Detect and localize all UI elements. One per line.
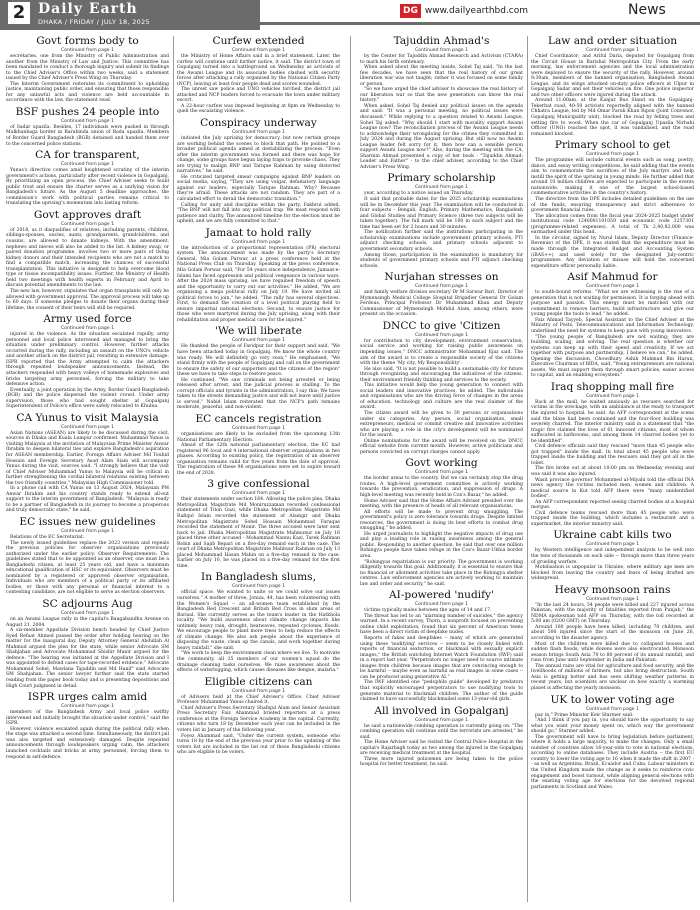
story-paragraph: The directive from the DPE includes detailed guidelines on the use of the funds, ensuring transparency and strict adherence to government financial rules. xyxy=(531,197,694,214)
story-paragraph: The government will have to bring legislation before parliament, where it holds a large majority, to make the changes. Only a small number of countries allow 16-year-olds to vote in national elections, according to online databases. They include Austria -- the first EU country to lower the voting age to 16 when it made the shift in 2007 -- as well as Argentina, Brazil, Ecuador and Cuba. Labour ministers in the United Kingdom made the change as it seeks to reinforce civic engagement and boost turnout, while aligning general elections with the existing voting age for elections for the devolved regional parliaments in Scotland and Wales. xyxy=(531,734,694,790)
continued-from-label: Continued from page 1 xyxy=(585,706,640,712)
story-body xyxy=(177,432,340,476)
news-story xyxy=(177,36,340,115)
story-paragraph: "The young people of Bangladesh are not waiting; they are building, scaling, and solving. The real question is whether our systems can keep up with their speed and creativity. If we act together with purpose and partnership, I believe we can," he added. Opening the discussion, Chowdhury Ashik Mahmud Bin Harun, Executive Chairman of BIDA, said, "Young entrepreneurs are national assets. We must support them through smart policies, easier access to capital, and an enabling ecosystem." xyxy=(531,334,694,379)
story-headline: EC issues new guidelines xyxy=(19,516,156,528)
story-paragraph: Back at the mall, he waited anxiously as rescuers searched for victims in the wreckage, with an ambulance at the ready to transport the injured to hospital, he said. An AFP correspondent at the scene said the blaze had been contained and the four-floor building was severely charred. The interior ministry said in a statement that "the tragic fire claimed the lives of 61 innocent citizens, most of whom suffocated in bathrooms, and among them 14 charred bodies yet to be identified". xyxy=(531,399,694,444)
story-headline: Govt approves draft xyxy=(33,208,142,221)
story-paragraph: year, according to a notice issued on Thursday. xyxy=(364,191,474,197)
story-body xyxy=(177,54,340,115)
story-paragraph: the Ministry of Home Affairs said in a brief statement. Later, the curfew will continue until further notice, it said. The district town of Gopalganj turned into a battleground on Wednesday as activists of the Awami League and its associate bodies clashed with security forces after attacking a rally organised by the National Citizen Party (NCP), leaving at least four people dead and scores wounded. xyxy=(177,54,340,87)
story-paragraph: The notification further said the institutions participating in the scholarship examinations include government primary schools, PTI adjunct checking schools, and primary schools adjacent to government secondary schools. xyxy=(360,230,523,252)
story-headline: Iraq shopping mall fire xyxy=(550,380,675,393)
story-paragraph: "Rohingyas repatriation is our priority. The government is working diligently towards this goal. Additionally, it is essential to ensure that no financial or allotment activities take place in the Rohingya shelter centres. Law enforcement agencies are actively working to maintain law and order and security," he said. xyxy=(360,559,523,587)
continued-from-label: Continued from page 1 xyxy=(60,529,115,534)
continued-from-label: Continued from page 1 xyxy=(231,584,286,590)
story-paragraph: Ahead of the 12th national parliamentary election, the EC had registered 96 local and 4 international observer organisations in two phases. According to existing policy, the registration of an observer organisation remains valid for five years from the date of approval. The registration of these 96 organisations were set to expire toward the end of 2028. xyxy=(177,443,340,476)
continued-from-label: Continued from page 1 xyxy=(414,185,469,191)
story-paragraph: He urged journalists to highlight the negative impacts of drug use and play a leading role in raising awareness among the general public. Responding to another question, he said that over one million Rohingya people have taken refuge in the Cox's Bazar-Ukhia border area. xyxy=(360,531,523,560)
story-body xyxy=(531,603,694,692)
news-story xyxy=(6,107,169,147)
continued-from-label: Continued from page 1 xyxy=(231,48,286,53)
news-story xyxy=(177,326,340,411)
story-paragraph: pay in," Prime Minister Keir Starmer said. xyxy=(535,712,634,718)
story-paragraph: and family welfare division secretary Dr M Sarwar Bari, Director of Mymensingh Medical College Hospital Brigadier General Dr Golam Ferdous, Principal Professor Dr Muhammad Khan and Deputy Commissioner of Mymensingh Mofidul Alam, among others, were present on the occasion. xyxy=(360,290,523,318)
site-url: www.dailyearthbd.com xyxy=(424,6,529,16)
story-paragraph: Faiz Ahmad Tayyeb, Special Assistant to the Chief Adviser at the Ministry of Posts, Telecommunications and Information Technology, underlined the need for systems to keep pace with young innovators. xyxy=(531,317,694,334)
continued-from-label: Continued from page 1 xyxy=(414,284,469,290)
continued-from-label: Continued from page 1 xyxy=(231,688,286,694)
news-story xyxy=(360,458,523,587)
continued-from-label: Continued from page 1 xyxy=(231,338,286,344)
story-paragraph: Wasit province governor Mohammed al-Miyahi told the official INA news agency the victims included men, women and children. A medical source in Kut told AFP there were "many unidentified bodies". xyxy=(531,477,694,500)
story-paragraph: Most of the children were killed due to collapsed houses and sudden flash floods, while dozens were also electrocuted. Monsoon season brings South Asia 70 to 80 percent of its annual rainfall, and runs from June until September in India and Pakistan. xyxy=(531,641,694,664)
story-paragraph: by Western intelligence and independent analysts to be well into the tens of thousands on each side -- through more than three years of grueling warfare. xyxy=(531,548,694,565)
story-paragraph: The allocation comes from the fiscal year 2024-2025 budget under institutional code 1240001101059 and economic code 3257301 (programme-related expenses). A total of Tk 2,40,82,000 was earmarked under this head. xyxy=(531,213,694,236)
story-body xyxy=(360,339,523,455)
column-divider xyxy=(173,36,174,902)
story-body xyxy=(360,476,523,587)
story-body xyxy=(6,228,169,311)
story-headline: Heavy monsoon rains xyxy=(554,583,671,596)
column-1 xyxy=(6,36,169,904)
news-story xyxy=(360,36,523,170)
news-story xyxy=(531,36,694,137)
continued-from-label: Continued from page 1 xyxy=(585,393,640,399)
column-2 xyxy=(177,36,340,904)
continued-from-label: Continued from page 1 xyxy=(60,221,115,227)
story-paragraph: He criticized targeted smear campaigns against BNP leaders on social media, saying, "They are using vulgar, defamatory language against our leaders, especially Tarique Rahman. Why? Because they're afraid. These attacks are not random. They are part of a calculated effort to derail the democratic transition." xyxy=(177,174,340,203)
news-story xyxy=(531,530,694,581)
story-paragraph: Foyez Ahammad said, "Under the current system, someone who turns 18 by the end of the previous year prior to the updating of the voters list are included in the list out of those Bangladeshi citizens who are eligible to be voters. xyxy=(177,733,340,756)
story-body xyxy=(6,431,169,514)
news-story xyxy=(6,36,169,104)
story-paragraph: The citizen award will be given to 30 persons or organisations under six categories. Any person, social organisation, small entrepreneurs, medical or commit creative and innovative activities who are playing a role in the city's development will be nominated for the award. xyxy=(360,410,523,439)
story-paragraph: Home Adviser said that the Home Affairs Adviser presided over the meeting, with the presence of heads of all relevant organisations. xyxy=(360,498,523,510)
story-paragraph: of Advisers held at the Chief Adviser's Office. Chief Adviser Professor Muhammad Yunus chaired it. xyxy=(177,694,340,706)
column-divider xyxy=(527,36,528,902)
story-paragraph: Online nominations for the award will be received on the DNCC official website from current month. However, active politicians and persons convicted on corrupt charges cannot apply. xyxy=(360,438,523,455)
news-story xyxy=(531,140,694,269)
story-paragraph: The threat has led to an "alarming number of suicides," the agency warned. In a recent survey, Thorn, a nonprofit focused on preventing online child exploitation, found that six percent of American teens have been a direct victim of deepfake nudes. xyxy=(360,613,523,636)
story-paragraph: of 2018, as it disqualifies of relatives, including parents, children, siblings-spouses, uncles, aunts, grandparents, grandchildren, and cousins, are allowed to donate kidneys. With the amendment, nephews and nieces will also be added to the list. A kidney swap, or paired donation programme, involves two or more pairs of living kidney donors and their intended recipients who are not a match to find a compatible match, increasing the chances of successful transplantation. This initiative is designed to help overcome blood type or tissue incompatibility issues. Further, the Ministry of Health held two meetings with health experts in February and April to discuss potential amendments to the law. xyxy=(6,227,169,289)
story-paragraph: Chief Coordinator; and Ariful Daria, deputed for Gopalganj from the Circuit House in Barishal Metropolitan City. From the early morning, law enforcement agencies and the local administration were deployed to ensure the security of the rally. However, around 9:30am, members of the banned organisation, Bangladesh Awami League, and its wings attacked on-duty police officers at Ulpur in Gopalganj Sadar and set their vehicles on fire. One police inspector and two other officers were injured during the attack. xyxy=(531,54,694,98)
news-story xyxy=(360,590,523,702)
story-paragraph: He also said, "It is not possible to build a sustainable city for future through recognizing and encouraging the initiatives of the citizens, their environment friendly thinking and services to the society. xyxy=(360,366,523,383)
story-paragraph: A 22-hour curfew was imposed beginning at 8pm on Wednesday to quell the escalating violence. xyxy=(177,103,340,115)
story-paragraph: Among those, participation in the examination is mandatory for students of government primary schools and PTI adjunct checking schools. xyxy=(360,252,523,269)
story-body xyxy=(6,54,169,104)
story-headline: Army used force xyxy=(43,313,132,326)
story-paragraph: members of the Bangladesh Army and local police swiftly intervened and initially brought the situation under control," said the ISPR. xyxy=(6,710,169,727)
continued-from-label: Continued from page 1 xyxy=(231,130,286,136)
story-headline: All involved in Gopalganj xyxy=(374,704,509,717)
story-body xyxy=(360,608,523,702)
story-paragraph: An AFP correspondent reported seeing charred bodies at a hospital morgue. xyxy=(531,499,694,511)
continued-from-label: Continued from page 1 xyxy=(414,717,469,723)
story-paragraph: to south-bound reforms. "What we are witnessing is the rise of a generation that is not waiting for permission. It is forging ahead with purpose and passion. This energy must be matched with our commitment to remove barriers, build infrastructure and give our young people the tools to lead," he added. xyxy=(531,290,694,318)
story-headline: Primary school to get xyxy=(554,139,671,152)
story-headline: EC cancels registration xyxy=(195,412,322,425)
news-story xyxy=(177,479,340,569)
story-body xyxy=(360,191,523,269)
news-story xyxy=(360,321,523,455)
story-paragraph: Asian Nations (ASEAN) are likely to be discussed during the visit, sources in Dhaka and Kuala Lumpur confirmed. Muhammad Yunus is visiting Malaysia at the invitation of Malaysian Prime Minister Anwar Ibrahim to deepen bilateral ties and explore Bangladesh's aspiration for ASEAN membership. Earlier, Foreign Affairs Adviser Md Touhid Hossain and Foreign Secretary Asad Alam Siam will accompany Yunus during the visit, sources said. "I strongly believe that the visit of Chief Adviser Muhammad Yunus to Malaysia will be critical in further strengthening the cordial bilateral relations existing between the two friendly countries," Malaysian High Commissioner told. xyxy=(6,430,169,486)
story-body xyxy=(531,158,694,269)
story-paragraph: organisations are likely to be excluded from the upcoming 13th National Parliamentary Election. xyxy=(177,431,340,443)
continued-from-label: Continued from page 1 xyxy=(60,48,115,53)
continued-from-label: Continued from page 1 xyxy=(414,48,469,53)
story-paragraph: of Sadar upazila. Besides, 17 individuals were pushed in through Malkhanbaga border in Barabinda union of Boda upazila. Members of Border Guard Bangladesh (BGB) detained and handed them over to the concerned police stations. xyxy=(6,124,169,147)
story-body xyxy=(531,713,694,791)
story-headline: 3 give confessional xyxy=(207,478,310,491)
story-headline: Tajuddin Ahmad's xyxy=(393,36,490,47)
continued-from-label: Continued from page 1 xyxy=(60,424,115,430)
story-body xyxy=(177,136,340,225)
story-paragraph: Calling for unity and discipline within the party, Fakhrul added, "The BNP will not fall into any political trap. We must respond with patience and clarity. The announced timeline for the election must be upheld, and we are fully committed to that." xyxy=(177,202,340,225)
story-paragraph: The newly issued guidelines replace the 2023 version and repeals the previous policies for observer organisations previously authorized under the earlier policy. Observer Requirements: The guidelines stated that to be appointed as an observer, one must be a Bangladeshi citizen, at least 25 years old, and have a minimum educational qualification of HSC or its equivalent. Observers must be nominated by a registered or approved observer organisation. Individuals who are members of a political party or its affiliated bodies, or those with any personal or financial interest to a contesting candidate, are not eligible to serve as election observers. xyxy=(6,540,169,596)
story-body xyxy=(531,400,694,528)
story-paragraph: The Interim Government reiterates its commitment to upholding justice, maintaining public order, and ensuring that those responsible for any unlawful acts and violence are held accountable in accordance with the law, the statement read. xyxy=(6,81,169,104)
story-headline: Eligible citizens can xyxy=(204,675,313,688)
story-headline: Primary scholarship xyxy=(387,172,496,185)
story-paragraph: their statements under section 164. Allowing the police plea, Dhaka Metropolitan Magistrate Md Moniruzzaman recorded confessional statement of Titon Gazi, while Dhaka Metropolitan Magistrate Md Rafiqul Islam recorded the statement of Alamgir and Dhaka Metropolitan Magistrate Sohel Hossain Mohammad Faruque recorded the statement of Monir. The three accused were later sent back to jail. Dhaka Metropolitan Magistrate Mahmunur on July 16 placed three other accused - Mohammad Nannu Kazi, Tarek Rahman Robin and Sajib Bepari on a five-day remand each in the case. The court of Dhaka Metropolitan Magistrate Mahbuur Rahman on July 13 placed Mohammad Hasan Mahin on a five-day remand in the case. Earlier on July 10, he was placed on a five-day remand for the first time. xyxy=(177,497,340,569)
news-story xyxy=(177,677,340,756)
story-paragraph: When asked, Sohel Taj denied any political issues on the agenda and said: "It was a personal meeting, no political issues were discussed." While replying to a question related to Awami League, Sohel Taj asked: "Why should I start with morality support Awami League now? The reconciliation process of the Awami League needs to acknowledge their wrongdoing for the crimes they committed in July 2024 and during the August uprising. But still now no Awami League leader felt sorry for it, then how can a sensible person support Awami League now?" Also, during the meeting with the CA, Sharmin Ahmad presented a copy of her book - "Tajuddin Ahmad: Leader and Father" - to the chief adviser, according to the Chief Adviser's Press Wing. xyxy=(360,103,523,170)
newspaper-masthead: Daily Earth xyxy=(38,1,138,17)
news-story xyxy=(6,413,169,514)
news-story xyxy=(6,150,169,207)
story-paragraph: "We work to keep the environment clean where we live. To motivate the community, all 25 members of our women's squad do the drainage cleaning tasks ourselves. We raise awareness about the effects of waterlogging, which causes diseases like dengue, malaria." xyxy=(177,651,340,674)
story-body xyxy=(177,246,340,324)
story-paragraph: The new law, however, stipulates that organ transplants will only be allowed with government approval. The approval process will take up to 60 days. If someone pledges to donate their organs during their lifetime, the consent of their heirs will still be required. xyxy=(6,288,169,311)
continued-from-label: Continued from page 1 xyxy=(60,326,115,332)
news-story xyxy=(531,695,694,791)
story-paragraph: the border areas to the country. But we can certainly stop the drug routes. A high-level government committee is actively working towards the prevention, eradication, and suppression of drugs. A high-level meeting was recently held in Cox's Bazar," he added. xyxy=(360,476,523,498)
story-headline: UK to lower voting age xyxy=(550,693,675,706)
news-story xyxy=(177,572,340,673)
story-body xyxy=(360,724,523,768)
continued-from-label: Continued from page 1 xyxy=(414,602,469,608)
story-headline: CA for transparent, xyxy=(35,149,140,162)
story-paragraph: he said a nationwide combing operation is currently going on. "The combing operation will continue until the terrorists are arrested," he said. xyxy=(360,723,523,740)
story-paragraph: He thanked the people of Faridpur for their support and said, "We have been attacked today in Gopalganj. We know the whole country was ready. We will definitely go very soon," He emphasised, "We stand firmly with the people of Gopalganj and call on the government to ensure the safety of our supporters and the citizens of the region" these we have to take steps to restore peace. xyxy=(177,344,340,378)
page-number: 2 xyxy=(8,2,30,24)
continued-from-label: Continued from page 1 xyxy=(60,162,115,168)
dateline: DHAKA / FRIDAY / JULY 18, 2025 xyxy=(38,18,150,26)
story-paragraph: Civil defence teams rescued more than 45 people who were trapped inside the building, which includes a restaurant and a supermarket, the interior ministry said. xyxy=(531,510,694,527)
continued-from-label: Continued from page 1 xyxy=(585,596,640,602)
story-body xyxy=(177,590,340,673)
story-headline: Govt working xyxy=(405,457,478,470)
news-story xyxy=(177,414,340,476)
story-paragraph: official space. We wanted to unite so we could solve our issues ourselves." A mother of three, Joniza, 44, has been volunteering with the Women's Squad -- an all-women team established by the Bangladesh Red Crescent and British Red Cross in slum areas of Barisal. She currently serves as the team's leader in the Hatkhola locality. "We build awareness about climate change impacts like untimely heavy rain, drought, heatwaves, repeated cyclones, floods. We encourage people to plant more trees to help reduce the effects of climate change. We also ask people about the experience of disposing the waste, clean up the canals, and work together during heavy rainfall," she said. xyxy=(177,590,340,651)
story-body xyxy=(6,125,169,147)
story-paragraph: initiated the July uprising for democracy, but now certain groups are working behind the scenes to block that path. He pointed to a broader political agenda aimed at destabilizing the process. "Even after the interim government was formed and there was hope for change, some groups have begun laying traps to provoke chaos. They are trying to malign BNP and Tarique Rahman by using distorted narratives," he said. xyxy=(177,136,340,175)
story-headline: SC adjourns Aug xyxy=(42,598,133,611)
story-paragraph: the introduction of a proportional representation (PR) electoral system. The announcement was made by the party's Secretary General, Mia Golam Parwar, at a press conference held at the National Press Club on Thursday. Speaking at the press conference, Mia Golam Porwar said, "For 54 years since independence, Jamaat-e-Islami has faced oppression and political vengeance in various ways. After the 2024 mass uprising, we have regained freedom of speech and the opportunity to carry out our activities." He added, "We are organising a mega political rally on July 19. We have invited all political forces to join," he added. "The rally has several objectives. First, to demand the creation of a level political playing field to ensure impartial national elections. Second, to ensure justice for those who were martyred during the July uprising, along with their rehabilitation and proper medical care for the injured." xyxy=(177,245,340,323)
story-body xyxy=(177,695,340,756)
continued-from-label: Continued from page 1 xyxy=(231,491,286,497)
continued-from-label: Continued from page 1 xyxy=(414,470,469,476)
news-story xyxy=(6,517,169,596)
story-headline: 'We will liberate xyxy=(215,325,302,338)
column-divider xyxy=(350,36,351,902)
story-paragraph: The IWF identified one "pedophile guide" developed by predators that explicitly encouraged perpetrators to use nudifying tools to generate material to blackmail children. The author of the guide claimed to have successfully blackmailed some 13-year-old girls. xyxy=(360,680,523,703)
story-headline: CA Yunus to visit Malaysia xyxy=(16,411,159,424)
story-paragraph: Eventually, a joint operation by the Army, Border Guard Bangladesh (BGB) and the police dispersed the violent crowd. Under army supervision, those who had sought shelter at Gopalganj Superintendent of Police's office were safely relocated to Khulna. xyxy=(6,387,169,410)
story-paragraph: "So we have urged the chief adviser to showcase the real history of our liberation war so that the new generation can know the real history." xyxy=(360,87,523,104)
story-body xyxy=(6,332,169,410)
continued-from-label: Continued from page 1 xyxy=(585,152,640,158)
story-body xyxy=(177,497,340,569)
news-story xyxy=(6,314,169,410)
news-story xyxy=(531,272,694,379)
story-headline: Asif Mahmud for xyxy=(567,271,658,284)
story-paragraph: victims typically males between the ages of 14 and 17. xyxy=(364,608,492,614)
story-body xyxy=(531,290,694,379)
story-paragraph: It said that probable dates for the 2025 scholarship examinations will be in December this year. The examination will be conducted in four subjects - Bengali, English, Primary Mathematics, Bangladesh and Global Studies and Primary Science (three two subjects will be taken together). The full mark will be 100 in each subject and the time has been set for 2 hours and 30 minutes. xyxy=(360,197,523,230)
continued-from-label: Continued from page 1 xyxy=(60,704,115,710)
story-paragraph: In the circular, signed by Nurul Islam, Deputy Director (Finance-Revenue) of the DPE, it was stated that the expenditure must be made through the Integrated Budget and Accounting System (iBAS++) and used solely for the designated July-centric programmes. Any deviation or misuse will hold the concerned expenditure officer personally liable. xyxy=(531,235,694,269)
story-paragraph: When asked about the meeting inside, Sohel Taj said, "In the last few decades, we have seen that the real history of our great liberation war was not taught; rather it was focused on some family or person. xyxy=(360,65,523,87)
continued-from-label: Continued from page 1 xyxy=(585,542,640,548)
story-body xyxy=(6,617,169,689)
story-paragraph: "And I think if you pay in, you should have the opportunity to say what you want your money spent on, which way the government should go," Starmer added. xyxy=(531,718,694,735)
continued-from-label: Continued from page 1 xyxy=(231,425,286,431)
story-headline: Govt forms body to xyxy=(36,36,139,47)
story-paragraph: Around 180 people have been killed, including 70 children, and about 500 injured since the start of the monsoon on June 26, according to the disaster agency. xyxy=(531,624,694,642)
story-body xyxy=(531,548,694,581)
story-paragraph: The fire broke out at about 10:00 pm on Wednesday evening and was said it was also injured. xyxy=(531,466,694,477)
story-body xyxy=(6,535,169,596)
story-body xyxy=(6,168,169,207)
story-paragraph: Yunus's directive comes amid heightened scrutiny of the interim government's actions, particularly after recent violence in Gopalganj. By prioritizing an open process, the Chief Adviser seeks to build public trust and ensure the charter serves as a unifying vision for Bangladesh's future. As the August 5 deadline approaches, the commission's work with political parties remains critical to translating the uprising's momentum into lasting reform. xyxy=(6,168,169,207)
story-paragraph: Three more injured policemen are being taken to the police hospital for better treatment, he said. xyxy=(360,756,523,768)
story-body xyxy=(360,290,523,318)
site-logo xyxy=(400,3,528,19)
dg-logo-icon: DG xyxy=(400,4,421,18)
story-paragraph: on an Awami League rally in the capital's Bangabandhu Avenue on August 21, 2004. xyxy=(6,617,169,628)
story-paragraph: Reports of fakes and deepfakes -- many of which are generated using these 'nudifying' services -- seem to be closely linked with reports of financial sextortion, or blackmail with sexually explicit images," the British watchdog Internet Watch Foundation (IWF) said in a report last year. "Perpetrators no longer need to source intimate images from children because images that are convincing enough to be harmful -- maybe even as harmful as real images in some cases -- can be produced using generative AI." xyxy=(360,636,523,680)
continued-from-label: Continued from page 1 xyxy=(414,332,469,338)
story-paragraph: The unrest saw police and UNO vehicles torched, the district jail attacked and NCP leaders forced to evacuate the town under military escort. xyxy=(177,87,340,104)
story-paragraph: by the Center for Tajuddin Ahmad Research and Activism (CTARA) to mark his birth centenary. xyxy=(360,54,523,65)
story-paragraph: He continued, "We saw criminals not being arrested or being released after arrest, and the judicial process is stalling. To the corrupt officials and tyrants in the administration, I say this: We have taken to the streets demanding justice and will not leave until justice is served." Nahid Islam reiterated that the NCP's path remains moderate, peaceful, and non-violent. xyxy=(177,377,340,411)
story-paragraph: Around 11:00am, at the Kanjur Bus Stand on the Gopalganj-Tekerhat road, 40-50 activists reportedly aligned with the banned Chhatra League, led by Md Omar Faruk Khan Ripon (Joint Convenor, Gopalganj Municipality unit), blocked the road by felling trees and setting fire to wood. When the car of Gopalganj Upazila Nirbahi Officer (UNO) reached the spot, it was vandalised, and the road remained blocked. xyxy=(531,98,694,137)
column-3 xyxy=(360,36,523,904)
story-headline: Nurjahan stresses on xyxy=(384,271,499,284)
story-body xyxy=(177,344,340,411)
story-headline: Jamaat to hold rally xyxy=(205,226,312,239)
story-headline: BSF pushes 24 people into xyxy=(15,105,160,118)
story-headline: Curfew extended xyxy=(212,36,305,47)
story-paragraph: The annual rains are vital for agriculture and food security, and the livelihoods of millions of farmers, but also bring destruction. South Asia is getting hotter and has seen shifting weather patterns in recent years, but scientists are unclear on how exactly a warming planet is affecting the yearly monsoon. xyxy=(531,663,694,691)
news-story xyxy=(360,272,523,318)
story-headline: Ukraine cabt kills two xyxy=(553,529,672,542)
news-story xyxy=(177,228,340,324)
news-story xyxy=(6,599,169,689)
story-paragraph: A six-member Appellate Division bench headed by Chief Justice Syed Refaat Ahmed passed the order after holding hearing on the matter for the inaugural day. Deputy Attorney General Abdullah Al Mahmud argued the plea for the state, while senior Advocate SM Shahjahan and Advocate Mohammad Shishir Manir argued for the defence. "The hearing was initiated at the Appellate Division and I was appointed to defend cases for tape-recorded evidence," Advocate Mohammad Sohel, Mawlana Tajuddin and Md Hanif" said Advocate SM Shahjahan. The senior lawyer further said the state started reading from the paper book today and is presenting depositions and High Court judgment in detail. xyxy=(6,628,169,689)
continued-from-label: Continued from page 1 xyxy=(231,239,286,245)
continued-from-label: Continued from page 1 xyxy=(60,118,115,124)
continued-from-label: Continued from page 1 xyxy=(585,48,640,53)
story-paragraph: Relations of the EC Secretariat. xyxy=(10,535,85,540)
story-paragraph: However, violence escalated again during the political rally when the stage was attacked a second time. Simultaneously, the district jail was also targeted and extensively damaged. Despite repeated announcements through loudspeakers urging calm, the attackers launched cocktails and bricks at army personnel, forcing them to respond in self-defence. xyxy=(6,726,169,760)
continued-from-label: Continued from page 1 xyxy=(585,284,640,290)
story-headline: AI-powered 'nudify' xyxy=(389,589,494,602)
continued-from-label: Continued from page 1 xyxy=(60,611,115,617)
news-story xyxy=(360,706,523,768)
story-headline: Law and order situation xyxy=(547,36,678,47)
story-body xyxy=(360,54,523,170)
story-headline: Conspiracy underway xyxy=(200,117,317,130)
story-paragraph: The programme will include cultural events such as song, poetry, dance, and essay writing competitions, he said adding that the events aim to commemorate the sacrifices of the July martyrs and help instill the spirit of the uprising in young minds. He further added that around 10 million children are expected to participate in the events nationwide, making it one of the largest school-based commemorative activities in the country's history. xyxy=(531,158,694,197)
story-headline: DNCC to give 'Citizen xyxy=(382,319,501,332)
story-paragraph: Civil defence officials said they rescued "more than 45 people who got trapped" inside the mall. In total about 45 people who were trapped inside the building and the rescuers said they got all in the toilet. xyxy=(531,444,694,466)
story-paragraph: In a phone call with CA Yunus on 13 August 2024, Malaysian PM Anwar Ibrahim and his country stands ready to extend all-out support to the interim government of Bangladesh. "Malaysia is ready to be a partner of Bangladesh in its journey to become a prosperous and truly democratic state," he said. xyxy=(6,486,169,514)
story-paragraph: injured in the violence. As the situation escalated rapidly, army personnel and local police intervened and managed to bring the situation under preliminary control. However, further attacks occurred during the rally, including an assault on the UNO's vehicle and another attack on the district jail, resulting in extensive damage. ISPR reported that the Army attempted to calm the attackers through repeated loudspeaker announcements. Instead, the attackers responded with heavy volleys of homemade explosives and bricks targeting army personnel, forcing the military to take defensive action. xyxy=(6,332,169,388)
story-headline: ISPR urges calm amid xyxy=(27,691,148,704)
masthead-band xyxy=(0,0,260,30)
section-title: News xyxy=(628,2,666,18)
header-rule xyxy=(260,22,700,25)
story-body xyxy=(531,54,694,137)
story-paragraph: Chief Adviser's Press Secretary Shafiqul Alam and Senior Assistant Press Secretary Faiz Ahammad briefed reporters at a press conference at the Foreign Service Academy in the capital. Currently, citizens who turn 18 by December each year can be included in the voters list in January of the following year. xyxy=(177,705,340,733)
column-4 xyxy=(531,36,694,904)
story-body xyxy=(6,710,169,760)
news-story xyxy=(360,173,523,269)
news-story xyxy=(6,210,169,311)
story-headline: In Bangladesh slums, xyxy=(201,571,316,584)
story-paragraph: for contribution to city development, environment conservation, social service and working for raising public awareness on impending issues," DNCC administrator Mohammad Ejaz said. The aim of the award is to create a responsible society of the citizens with the theme 'My city, My Responsibility'. xyxy=(360,338,523,367)
story-paragraph: The Home Adviser said he visited the Central Police Hospital in the capital's Rajarbagh today as two among the injured in the Gopalganj are receiving medical treatment at the hospital. xyxy=(360,740,523,757)
news-story xyxy=(531,382,694,528)
story-paragraph: secretaries, one from the Ministry of Public Administration and another from the Ministry of Law and Justice. This committee has been mandated to conduct a thorough inquiry and submit its findings to the Chief Adviser's Office within two weeks, said a statement issued by the Chief Adviser's Press Wing on Thursday. xyxy=(6,54,169,82)
news-story xyxy=(6,692,169,760)
story-paragraph: This initiative would help the young generation to connect with social leaders and innovative practices, he added. The individuals and organisations who are the driving force of changes in the areas of education, technology and culture are the real claimer of the award. xyxy=(360,383,523,411)
story-paragraph: Mobilisation is unpopular in Ukraine, where military age men are blocked from leaving the country and fears of being drafted are widespread. xyxy=(531,565,694,582)
news-story xyxy=(531,585,694,692)
news-story xyxy=(177,118,340,225)
story-paragraph: "In the last 24 hours, 54 people were killed and 227 injured across Pakistan, with the majority of fatalities reported from Punjab," the NDMA spokesman told AFP on Thursday, with the toll recorded at 5:00 am (0200 GMT) on Thursday. xyxy=(531,602,694,625)
page-header xyxy=(0,0,700,30)
story-paragraph: All efforts will be made to prevent drug smuggling. The government's policy is zero tolerance towards drugs. Despite limited resources, the government is doing its best efforts to combat drug smuggling," he added. xyxy=(360,509,523,532)
